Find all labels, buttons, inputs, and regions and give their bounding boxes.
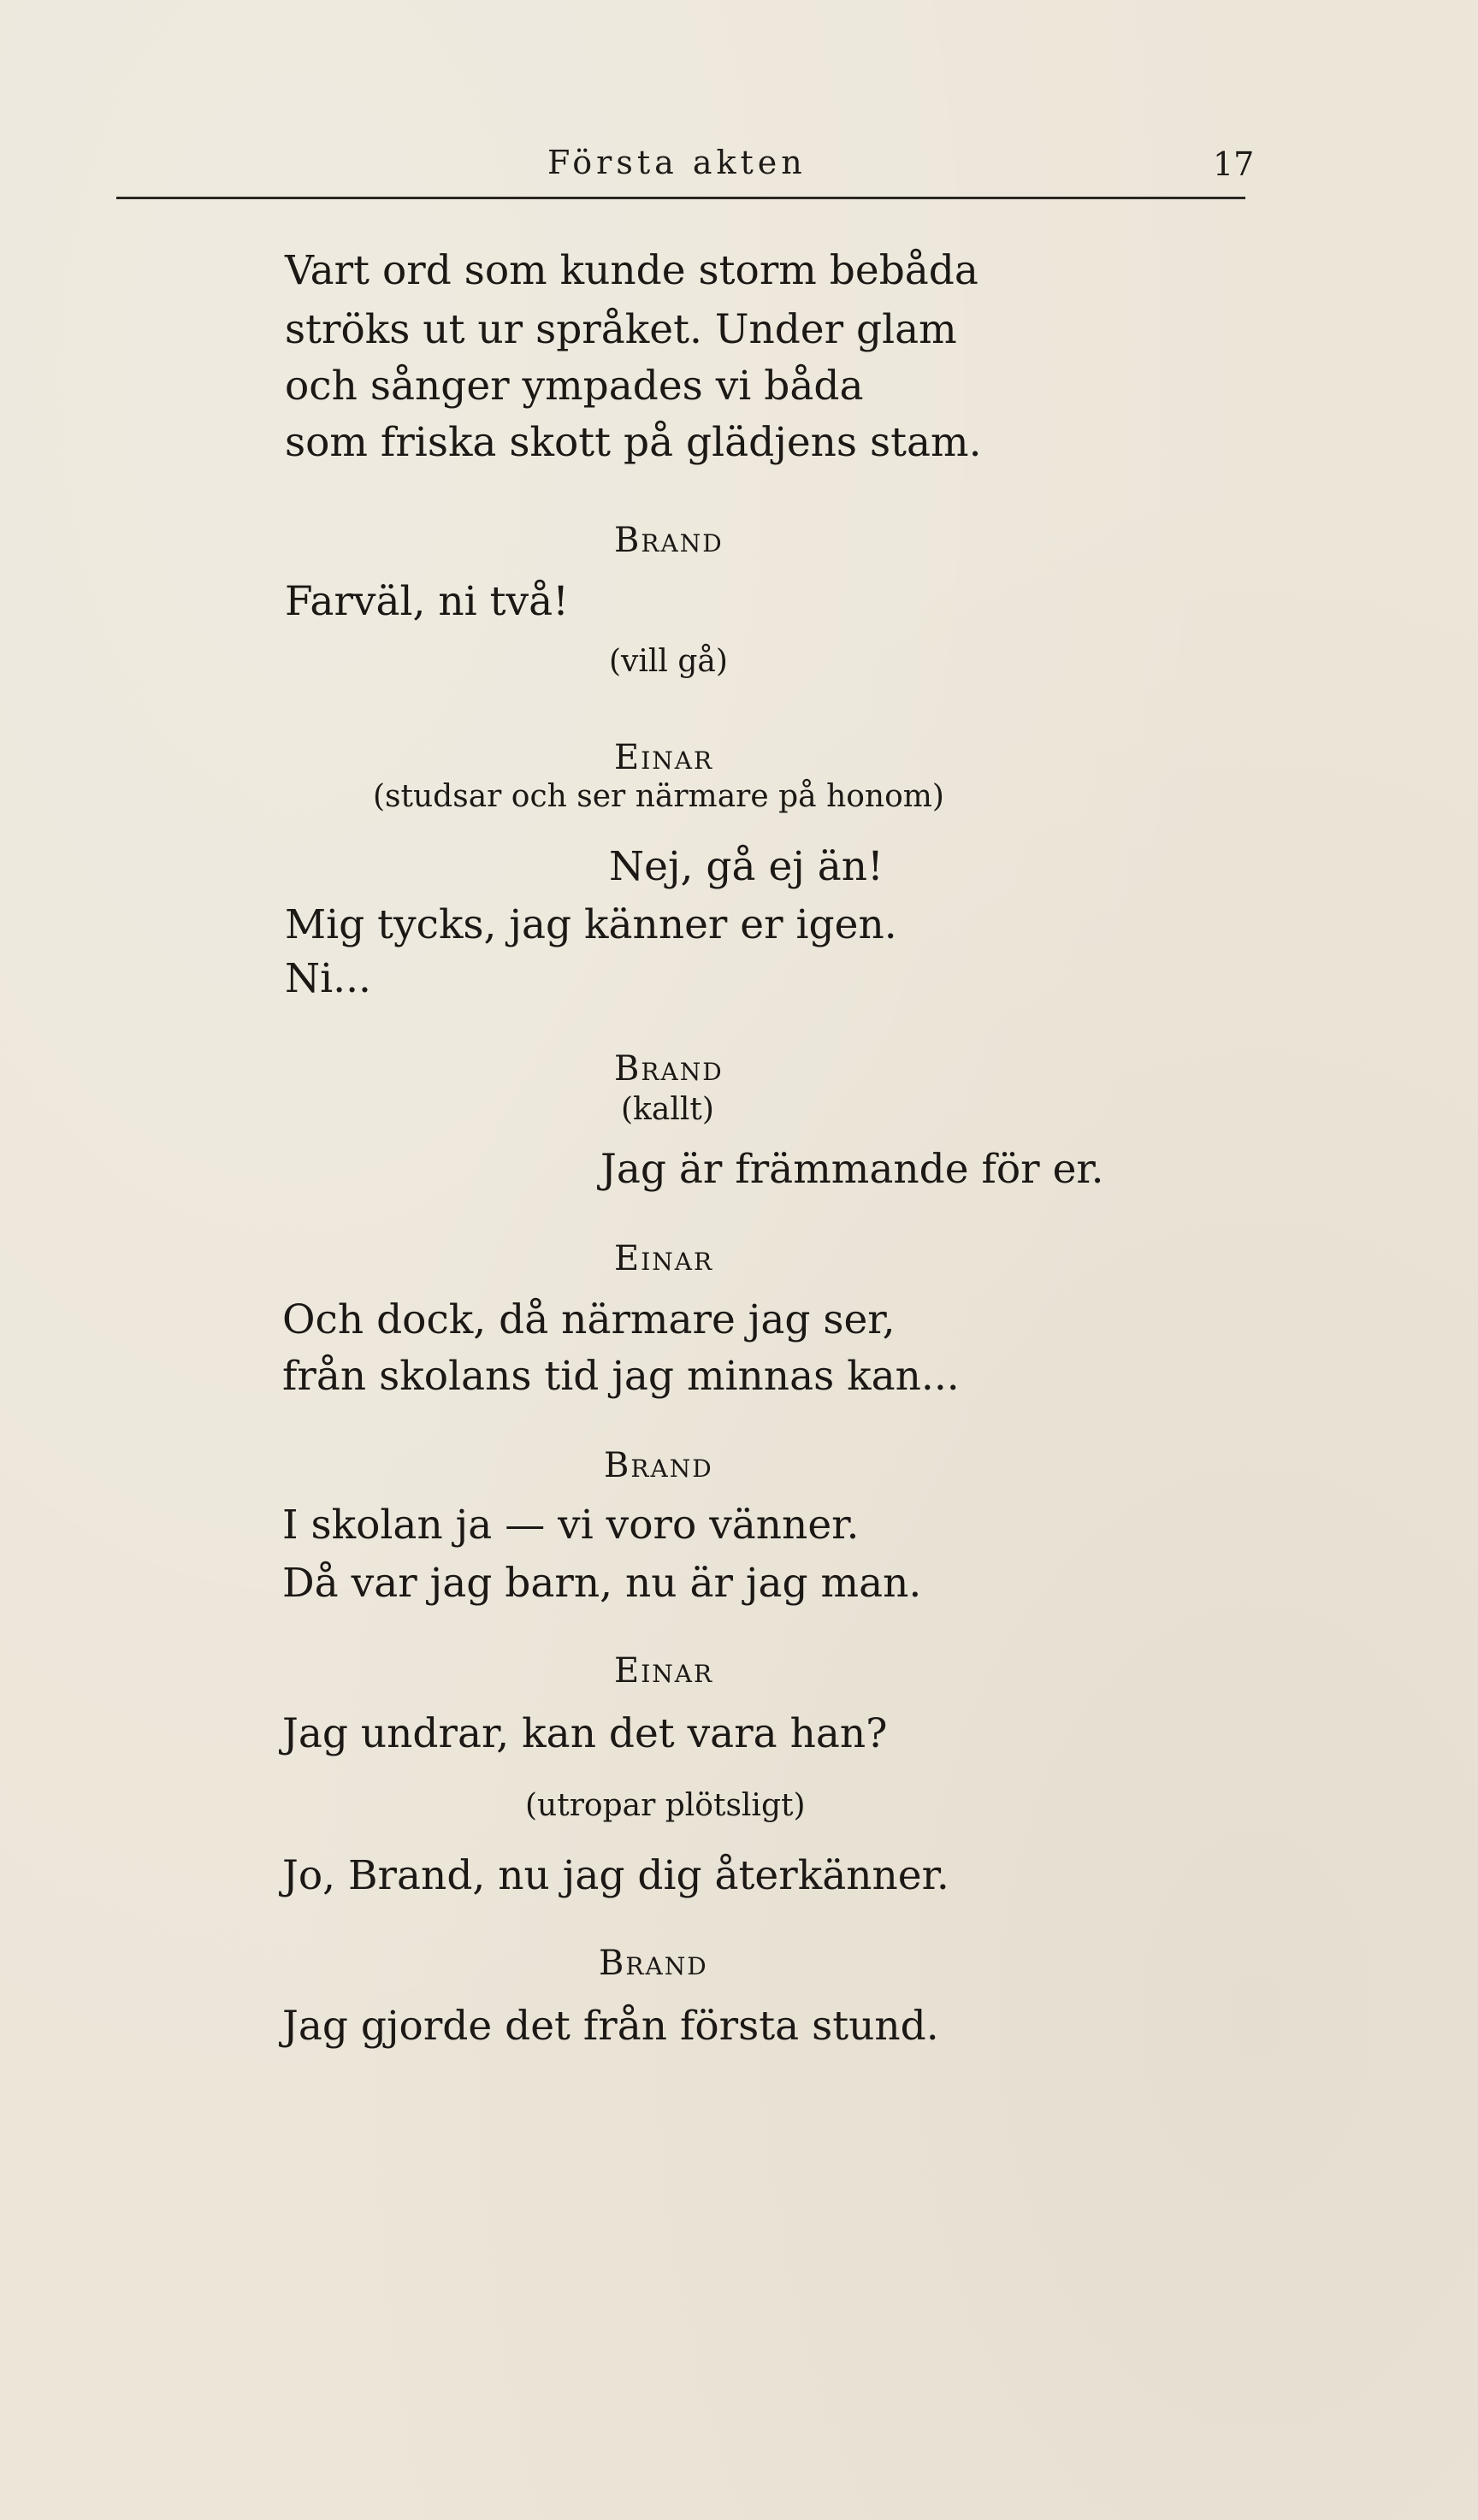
speaker-name: Brand <box>599 1944 708 1983</box>
speaker-name: Einar <box>614 1651 714 1691</box>
stage-direction: (kallt) <box>621 1092 714 1127</box>
verse-line: Farväl, ni två! <box>285 578 569 625</box>
verse-line: Jag gjorde det från första stund. <box>282 2003 939 2050</box>
header-rule <box>116 197 1245 199</box>
running-head: Första akten <box>547 144 807 181</box>
speaker-name: Brand <box>614 1049 724 1089</box>
verse-line: och sånger ympades vi båda <box>285 363 864 410</box>
stage-direction: (studsar och ser närmare på honom) <box>373 779 944 814</box>
speaker-name: Einar <box>614 1239 714 1278</box>
verse-line: Mig tycks, jag känner er igen. <box>285 901 897 948</box>
verse-line: från skolans tid jag minnas kan... <box>282 1353 960 1400</box>
verse-line: Jo, Brand, nu jag dig återkänner. <box>282 1852 949 1899</box>
verse-line: I skolan ja — vi voro vänner. <box>282 1502 860 1549</box>
stage-direction: (utropar plötsligt) <box>525 1788 806 1823</box>
page-number: 17 <box>1213 145 1255 183</box>
stage-direction: (vill gå) <box>609 644 728 679</box>
verse-line: Jag undrar, kan det vara han? <box>282 1710 888 1757</box>
verse-line: Då var jag barn, nu är jag man. <box>282 1560 922 1607</box>
verse-line: Ni... <box>285 955 371 1002</box>
verse-line: Och dock, då närmare jag ser, <box>282 1296 896 1343</box>
verse-line: Vart ord som kunde storm bebåda <box>285 247 978 294</box>
verse-line: ströks ut ur språket. Under glam <box>285 306 957 353</box>
verse-line: som friska skott på glädjens stam. <box>285 419 982 466</box>
verse-line: Nej, gå ej än! <box>609 843 884 890</box>
verse-line: Jag är främmande för er. <box>600 1146 1104 1193</box>
speaker-name: Brand <box>614 521 724 560</box>
speaker-name: Brand <box>604 1446 713 1485</box>
speaker-name: Einar <box>614 738 714 777</box>
